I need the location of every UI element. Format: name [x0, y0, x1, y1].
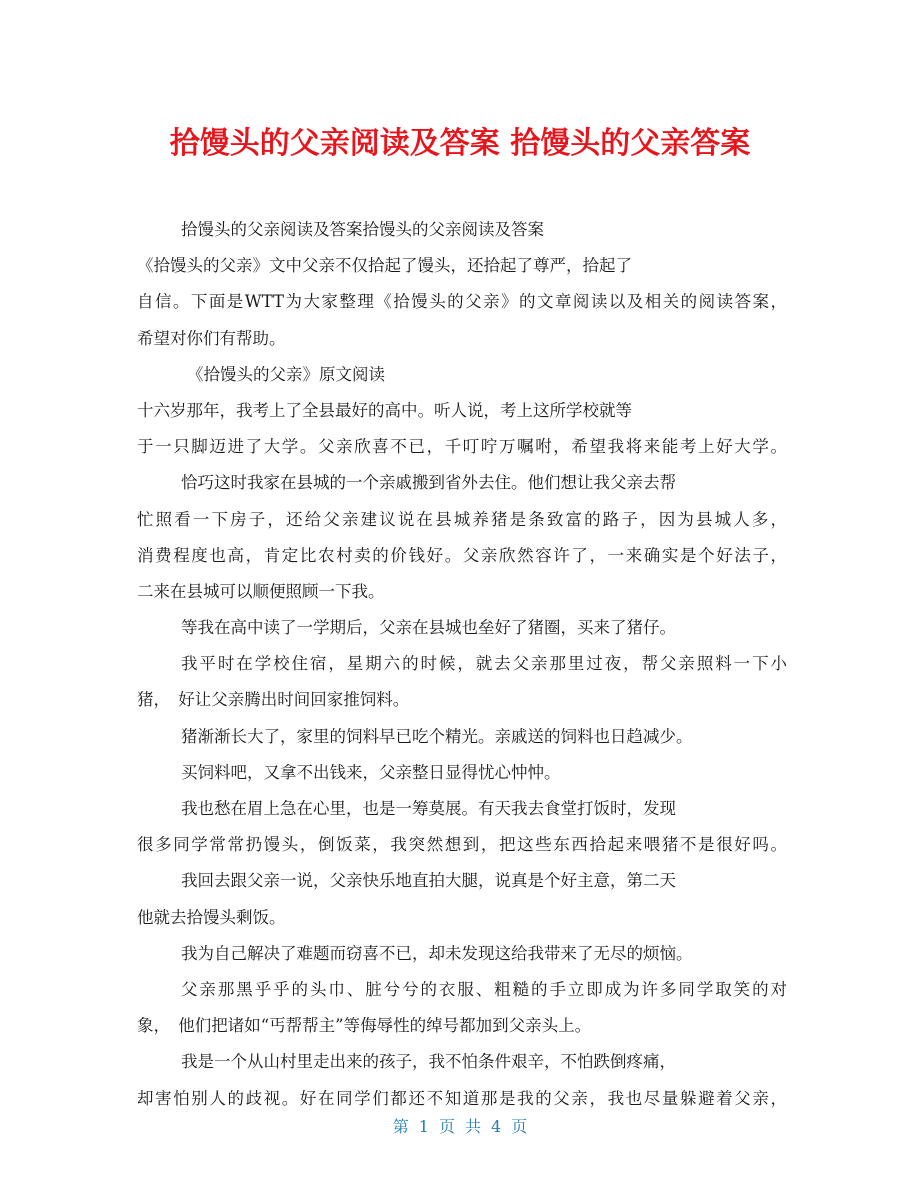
text-line: 十六岁那年，我考上了全县最好的高中。听人说，考上这所学校就等: [137, 400, 632, 420]
text-line: 我平时在学校住宿，星期六的时候，就去父亲那里过夜，帮父亲照料一下小: [181, 654, 787, 674]
text-line: 我是一个从山村里走出来的孩子，我不怕条件艰辛，不怕跌倒疼痛，: [181, 1052, 676, 1072]
text-line: 《拾馒头的父亲》原文阅读: [187, 364, 385, 384]
text-line: 忙照看一下房子，还给父亲建议说在县城养猪是条致富的路子，因为县城人多，: [137, 509, 787, 529]
text-line: 很多同学常常扔馒头，倒饭菜，我突然想到，把这些东西拾起来喂猪不是很好吗。: [137, 835, 787, 855]
text-line: 自信。下面是WTT为大家整理《拾馒头的父亲》的文章阅读以及相关的阅读答案，: [137, 292, 787, 312]
document-body: [137, 212, 787, 1117]
document-title: 拾馒头的父亲阅读及答案 拾馒头的父亲答案: [169, 126, 751, 161]
text-line: 我为自己解决了难题而窃喜不已，却未发现这给我带来了无尽的烦恼。: [181, 943, 693, 963]
text-line: 我也愁在眉上急在心里，也是一筹莫展。有天我去食堂打饭时，发现: [181, 799, 676, 818]
text-line: 却害怕别人的歧视。好在同学们都还不知道那是我的父亲，我也尽量躲避着父亲，: [137, 1088, 787, 1108]
page-label-prefix: 第: [392, 1117, 409, 1136]
page-label-mid: 页: [438, 1117, 455, 1136]
text-line: 希望对你们有帮助。: [137, 328, 286, 348]
text-line: 猪渐渐长大了，家里的饲料早已吃个精光。亲戚送的饲料也日趋减少。: [181, 726, 693, 746]
total-label: 共: [465, 1117, 482, 1136]
text-line: 拾馒头的父亲阅读及答案拾馒头的父亲阅读及答案: [181, 220, 544, 239]
page-number: 1: [418, 1117, 429, 1136]
text-line: 《拾馒头的父亲》文中父亲不仅拾起了馒头，还拾起了尊严，拾起了: [137, 256, 632, 276]
text-line: 于一只脚迈进了大学。父亲欣喜不已，千叮咛万嘱咐，希望我将来能考上好大学。: [137, 437, 787, 457]
text-line: 象， 他们把诸如“丐帮帮主”等侮辱性的绰号都加到父亲头上。: [137, 1016, 592, 1036]
text-line: 二来在县城可以顺便照顾一下我。: [137, 581, 385, 601]
text-line: 消费程度也高，肯定比农村卖的价钱好。父亲欣然容许了，一来确实是个好法子，: [137, 545, 787, 565]
total-pages: 4: [491, 1117, 502, 1136]
text-line: 我回去跟父亲一说，父亲快乐地直拍大腿，说真是个好主意，第二天: [181, 871, 676, 891]
text-line: 他就去拾馒头剩饭。: [137, 907, 286, 927]
text-line: 恰巧这时我家在县城的一个亲戚搬到省外去住。他们想让我父亲去帮: [181, 473, 676, 493]
text-line: 父亲那黑乎乎的头巾、脏兮兮的衣服、粗糙的手立即成为许多同学取笑的对: [181, 979, 787, 999]
text-line: 猪， 好让父亲腾出时间回家推饲料。: [137, 690, 410, 710]
page-label-suffix: 页: [511, 1117, 528, 1136]
page-footer: [0, 1114, 920, 1137]
text-line: 等我在高中读了一学期后，父亲在县城也垒好了猪圈，买来了猪仔。: [181, 618, 676, 638]
text-line: 买饲料吧，又拿不出钱来，父亲整日显得忧心忡忡。: [181, 762, 561, 782]
